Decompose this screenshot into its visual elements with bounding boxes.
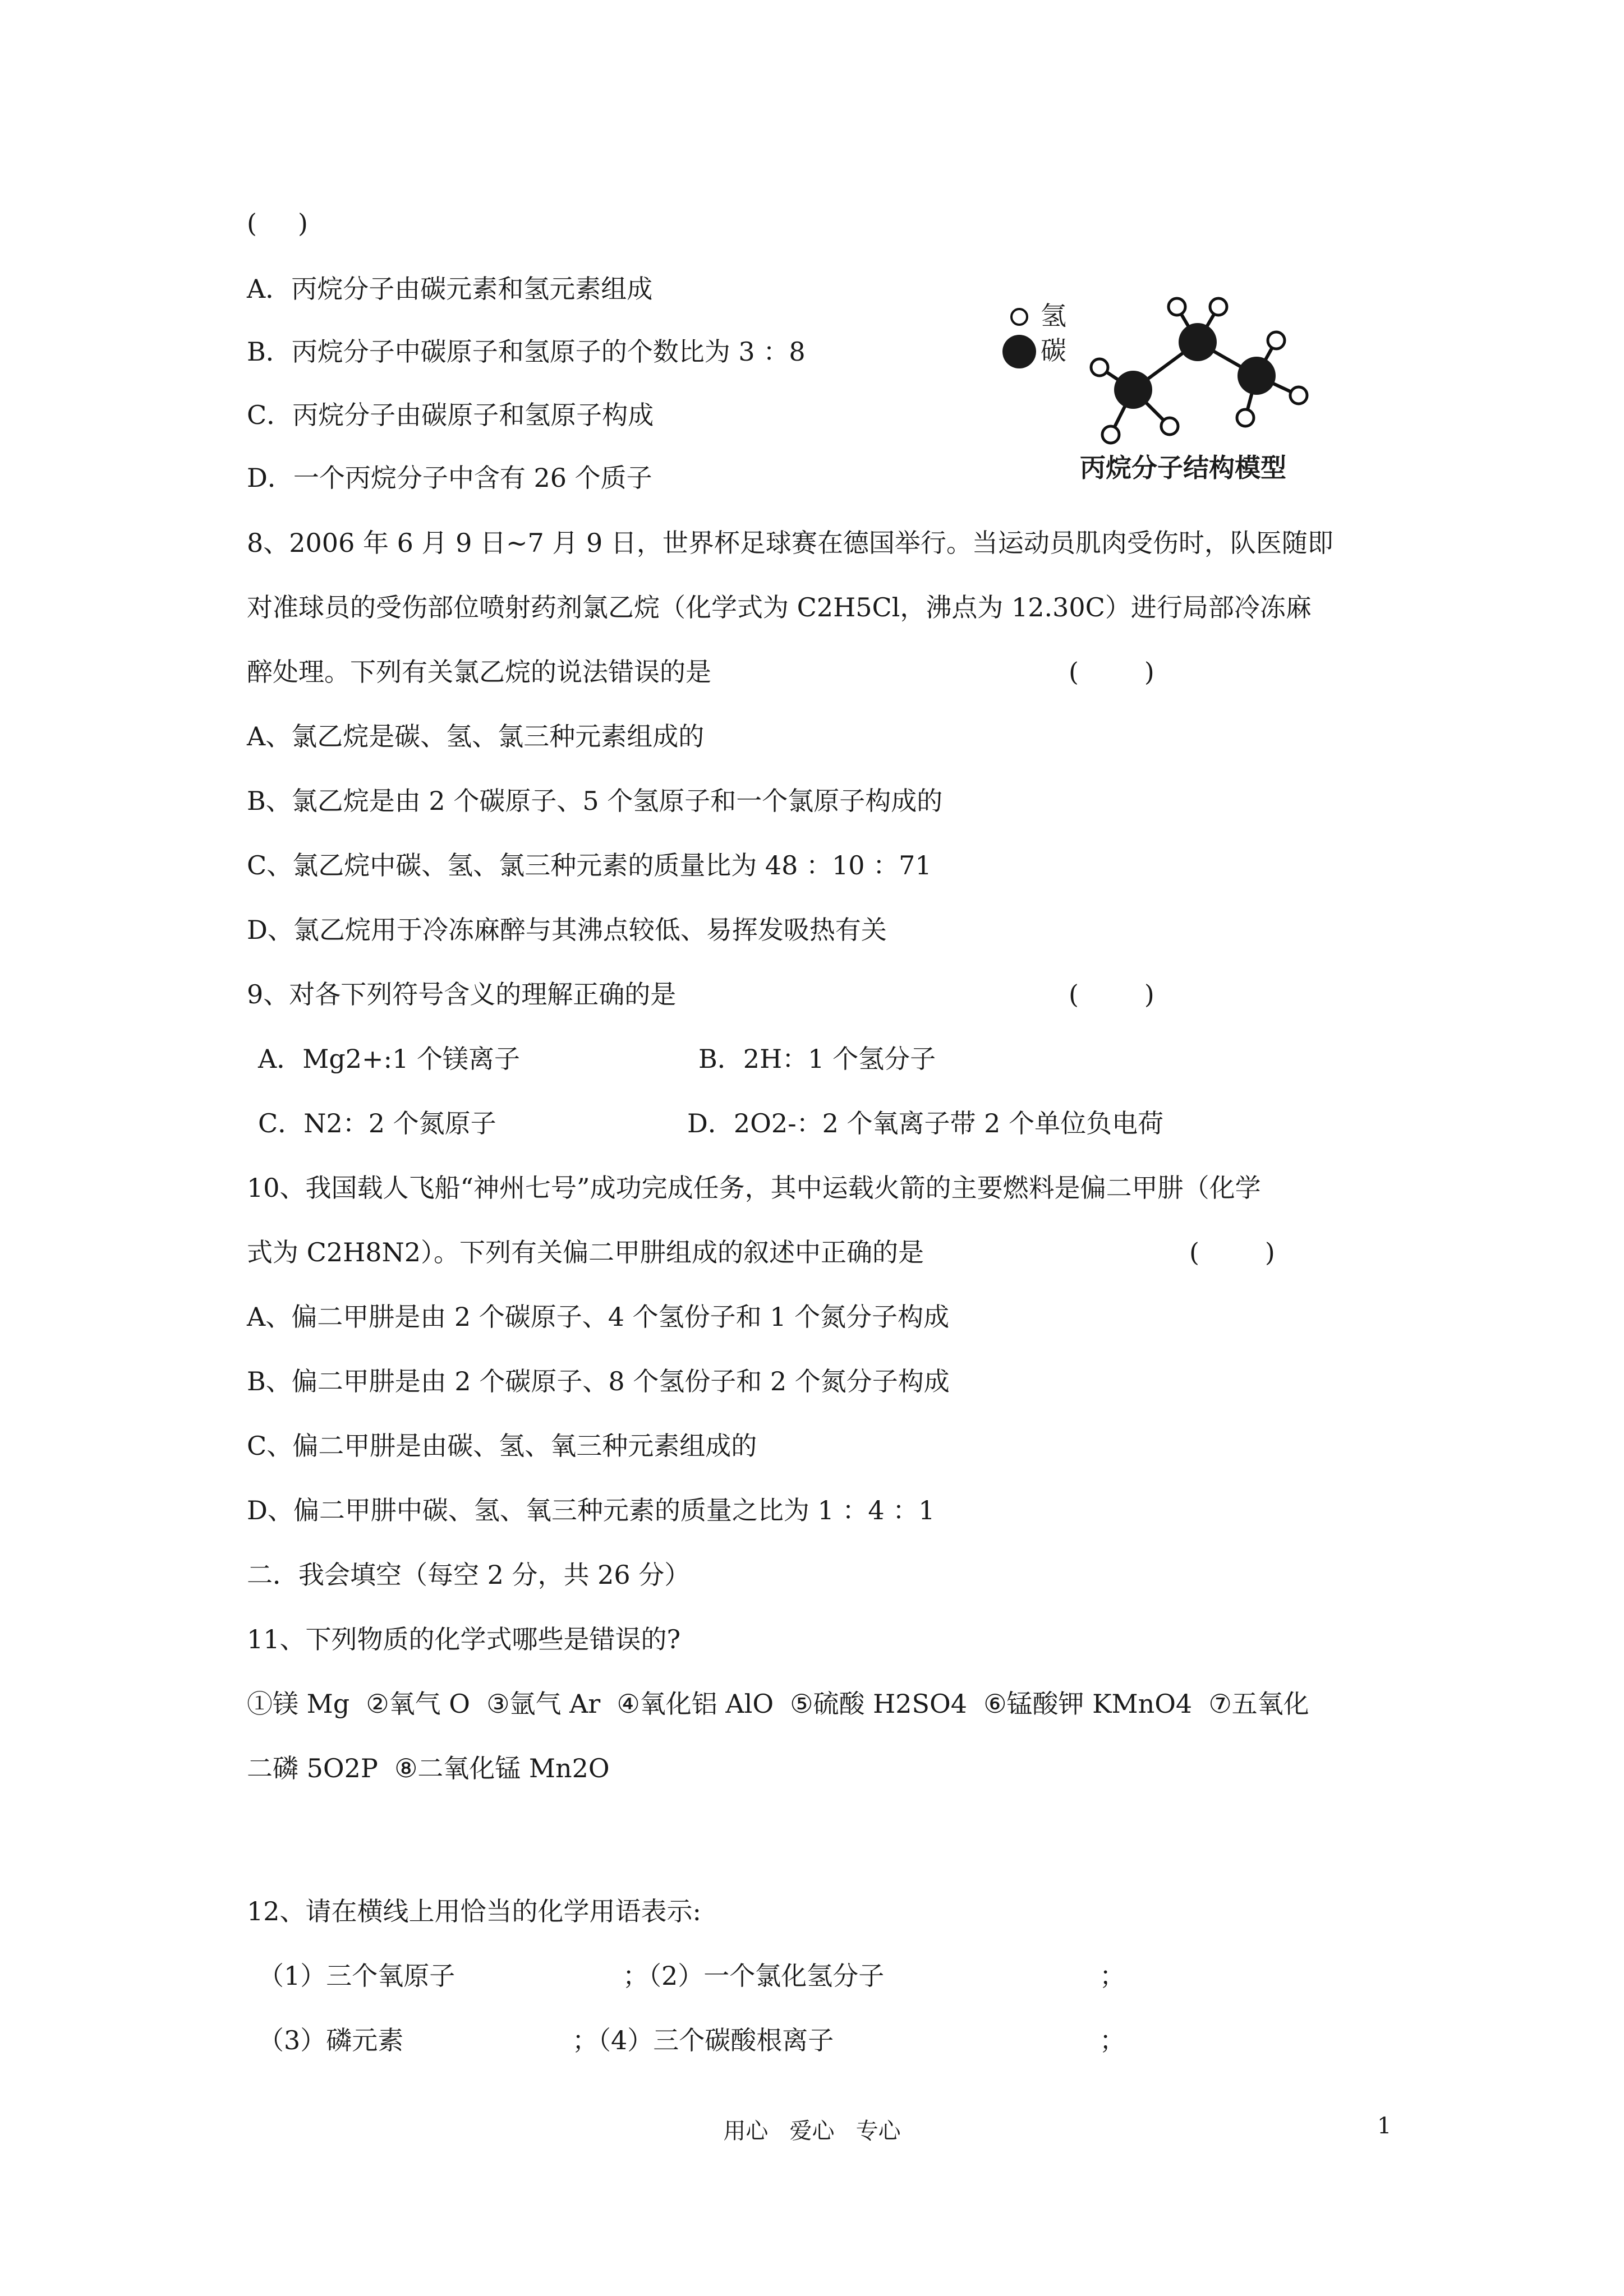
q10-option-d: D、偏二甲肼中碳、氢、氧三种元素的质量之比为 1 ：4 ：1 <box>247 1495 935 1525</box>
q9-option-b: B．2H：1 个氢分子 <box>698 1044 936 1074</box>
q12-item-4-end: ； <box>1099 2025 1125 2055</box>
q8-stem-line-3: 醉处理。下列有关氯乙烷的说法错误的是 <box>247 657 711 687</box>
q9-option-c: C．N2：2 个氮原子 <box>258 1108 496 1138</box>
q12-stem: 12、请在横线上用恰当的化学用语表示: <box>247 1896 702 1926</box>
legend <box>1002 301 1066 368</box>
hydrogen-atom <box>1268 332 1285 349</box>
hydrogen-atom <box>1290 387 1307 404</box>
q8-option-c: C、氯乙烷中碳、氢、氯三种元素的质量比为 48 ：10 ：71 <box>247 850 932 880</box>
q11-formulas-line-2: 二磷 5O2P ⑧二氧化锰 Mn2O <box>247 1753 610 1783</box>
figure-caption: 丙烷分子结构模型 <box>1080 453 1286 483</box>
hydrogen-atom <box>1161 418 1178 435</box>
q10-option-a: A、偏二甲肼是由 2 个碳原子、4 个氢份子和 1 个氮分子构成 <box>247 1302 950 1332</box>
hydrogen-atom <box>1102 426 1119 443</box>
q12-item-2-end: ； <box>1099 1961 1125 1991</box>
q12-item-2: ；（2）一个氯化氢分子 <box>623 1961 885 1991</box>
q12-item-4: ；（4）三个碳酸根离子 <box>572 2025 834 2055</box>
q10-stem-line-2: 式为 C2H8N2）。下列有关偏二甲肼组成的叙述中正确的是 <box>247 1237 924 1267</box>
page-number: 1 <box>1377 2113 1392 2139</box>
q8-option-b: B、氯乙烷是由 2 个碳原子、5 个氢原子和一个氯原子构成的 <box>247 786 943 816</box>
q7-option-c: C．丙烷分子由碳原子和氢原子构成 <box>247 400 654 430</box>
q12-item-1: （1）三个氧原子 <box>258 1961 456 1991</box>
q12-item-3: （3）磷元素 <box>258 2025 404 2055</box>
hydrogen-atom <box>1091 359 1108 376</box>
legend-hydrogen-icon <box>1011 309 1027 325</box>
q8-stem-line-2: 对准球员的受伤部位喷射药剂氯乙烷（化学式为 C2H5Cl，沸点为 12.30C）进行局部冷冻麻 <box>247 592 1312 623</box>
page-footer-motto: 用心 爱心 专心 <box>723 2118 901 2144</box>
q7-option-a: A．丙烷分子由碳元素和氢元素组成 <box>247 274 653 304</box>
hydrogen-atom <box>1237 409 1254 426</box>
propane-molecule-figure <box>999 283 1358 496</box>
q10-answer-paren: ( ) <box>1189 1237 1275 1267</box>
q9-option-d: D．2O2-：2 个氧离子带 2 个单位负电荷 <box>687 1108 1164 1138</box>
carbon-atom <box>1114 371 1152 409</box>
q10-stem-line-1: 10、我国载人飞船“神州七号”成功完成任务，其中运载火箭的主要燃料是偏二甲肼（化学 <box>247 1173 1261 1203</box>
legend-hydrogen-label: 氢 <box>1041 301 1066 331</box>
legend-carbon-label: 碳 <box>1041 335 1066 366</box>
q10-option-c: C、偏二甲肼是由碳、氢、氧三种元素组成的 <box>247 1431 757 1461</box>
q9-answer-paren: ( ) <box>1069 979 1154 1009</box>
carbon-atom <box>1237 357 1276 395</box>
q9-stem: 9、对各下列符号含义的理解正确的是 <box>247 979 677 1009</box>
q8-option-d: D、氯乙烷用于冷冻麻醉与其沸点较低、易挥发吸热有关 <box>247 915 887 945</box>
q9-option-a: A．Mg2+:1 个镁离子 <box>258 1044 520 1074</box>
q11-formulas-line-1: ①镁 Mg ②氧气 O ③氩气 Ar ④氧化铝 AlO ⑤硫酸 H2SO4 ⑥锰酸钾 KMnO4 ⑦五氧化 <box>247 1689 1309 1719</box>
q8-stem-line-1: 8、2006 年 6 月 9 日~7 月 9 日，世界杯足球赛在德国举行。当运动员肌肉受伤时，队医随即 <box>247 528 1333 558</box>
q10-option-b: B、偏二甲肼是由 2 个碳原子、8 个氢份子和 2 个氮分子构成 <box>247 1366 950 1396</box>
carbon-atom <box>1179 323 1217 361</box>
hydrogen-atom <box>1210 298 1227 315</box>
q11-stem: 11、下列物质的化学式哪些是错误的? <box>247 1624 681 1654</box>
section-2-heading: 二．我会填空（每空 2 分，共 26 分） <box>247 1560 691 1590</box>
q7-option-b: B．丙烷分子中碳原子和氢原子的个数比为 3 ：8 <box>247 336 806 367</box>
q8-answer-paren: ( ) <box>1069 657 1154 687</box>
q8-option-a: A、氯乙烷是碳、氢、氯三种元素组成的 <box>247 721 705 751</box>
q7-answer-paren: ( ) <box>247 208 309 238</box>
q7-option-d: D．一个丙烷分子中含有 26 个质子 <box>247 463 652 493</box>
legend-carbon-icon <box>1002 335 1036 368</box>
hydrogen-atom <box>1168 298 1185 315</box>
